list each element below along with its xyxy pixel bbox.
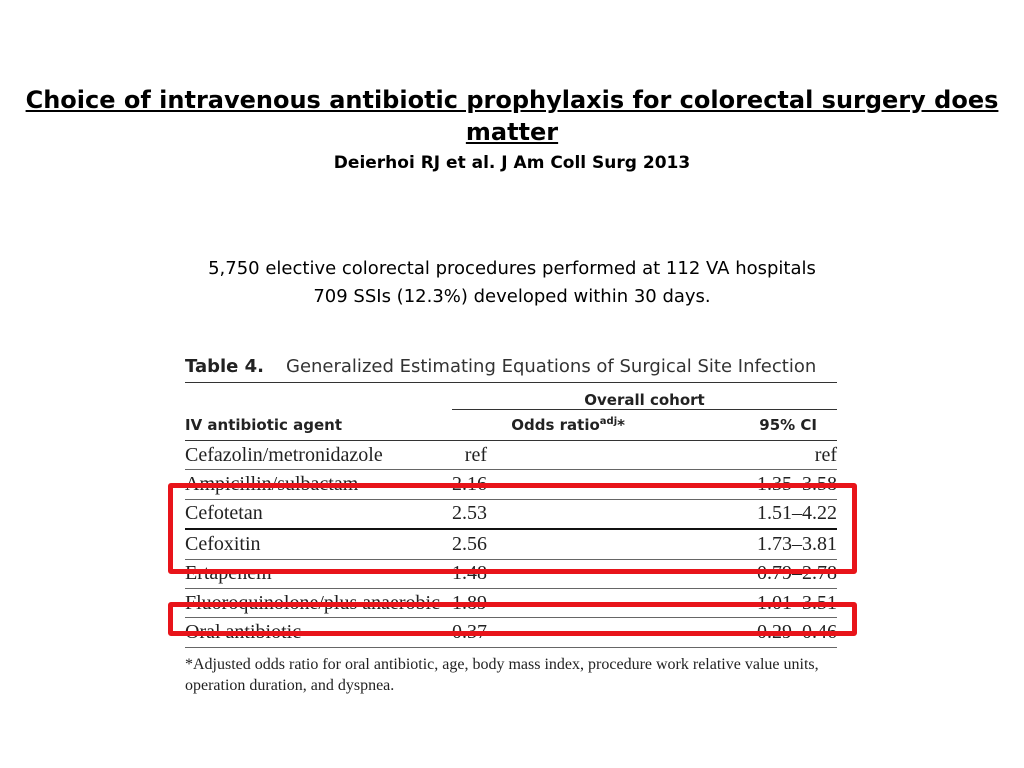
slide-title: Choice of intravenous antibiotic prophylaxis for colorectal surgery does matter — [25, 86, 999, 146]
row-ci: 1.01–3.51 — [687, 588, 837, 617]
row-ci: 1.35–3.58 — [687, 470, 837, 499]
group-header-row — [185, 383, 837, 410]
column-header-row — [185, 410, 837, 441]
table-row — [185, 441, 837, 470]
row-ci: 1.73–3.81 — [687, 529, 837, 559]
table-caption — [185, 356, 837, 378]
table-footnote: *Adjusted odds ratio for oral antibiotic, age, body mass index, procedure work relative value units, operation duration, and dyspnea. — [185, 655, 819, 694]
title-block — [0, 84, 1024, 176]
group-header-spacer — [185, 383, 452, 410]
row-ci: ref — [687, 441, 837, 470]
row-odds-ratio: 1.48 — [452, 559, 687, 588]
citation: Deierhoi RJ et al. J Am Coll Surg 2013 — [333, 153, 691, 173]
summary-line-1: 5,750 elective colorectal procedures performed at 112 VA hospitals — [208, 258, 816, 279]
row-odds-ratio: 2.56 — [452, 529, 687, 559]
col-header-odds-ratio: Odds ratio$^{adj}$* — [452, 410, 687, 441]
highlight-box-cephalosporins — [168, 483, 857, 574]
row-odds-ratio: 1.89 — [452, 588, 687, 617]
row-odds-ratio: ref — [452, 441, 687, 470]
row-ci: 0.29–0.46 — [687, 618, 837, 647]
row-odds-ratio: 0.37 — [452, 618, 687, 647]
col-header-agent: IV antibiotic agent — [185, 410, 452, 441]
row-agent: Ertapenem — [185, 559, 452, 588]
highlight-box-fluoroquinolone — [168, 602, 857, 636]
study-summary — [0, 255, 1024, 311]
row-ci: 1.51–4.22 — [687, 499, 837, 529]
row-agent: Cefazolin/metronidazole — [185, 441, 452, 470]
row-agent: Ampicillin/sulbactam — [185, 470, 452, 499]
table-caption-text: Generalized Estimating Equations of Surgical Site Infection — [286, 356, 817, 377]
row-agent: Oral antibiotic — [185, 618, 452, 647]
row-agent: Cefotetan — [185, 499, 452, 529]
col-header-ci: 95% CI — [687, 410, 837, 441]
row-agent: Cefoxitin — [185, 529, 452, 559]
row-ci: 0.79–2.78 — [687, 559, 837, 588]
group-header-overall-cohort: Overall cohort — [452, 383, 837, 410]
summary-line-2: 709 SSIs (12.3%) developed within 30 days. — [313, 286, 711, 307]
row-odds-ratio: 2.53 — [452, 499, 687, 529]
row-agent: Fluoroquinolone/plus anaerobic — [185, 588, 452, 617]
row-odds-ratio: 2.16 — [452, 470, 687, 499]
table-label: Table 4. — [185, 356, 264, 377]
